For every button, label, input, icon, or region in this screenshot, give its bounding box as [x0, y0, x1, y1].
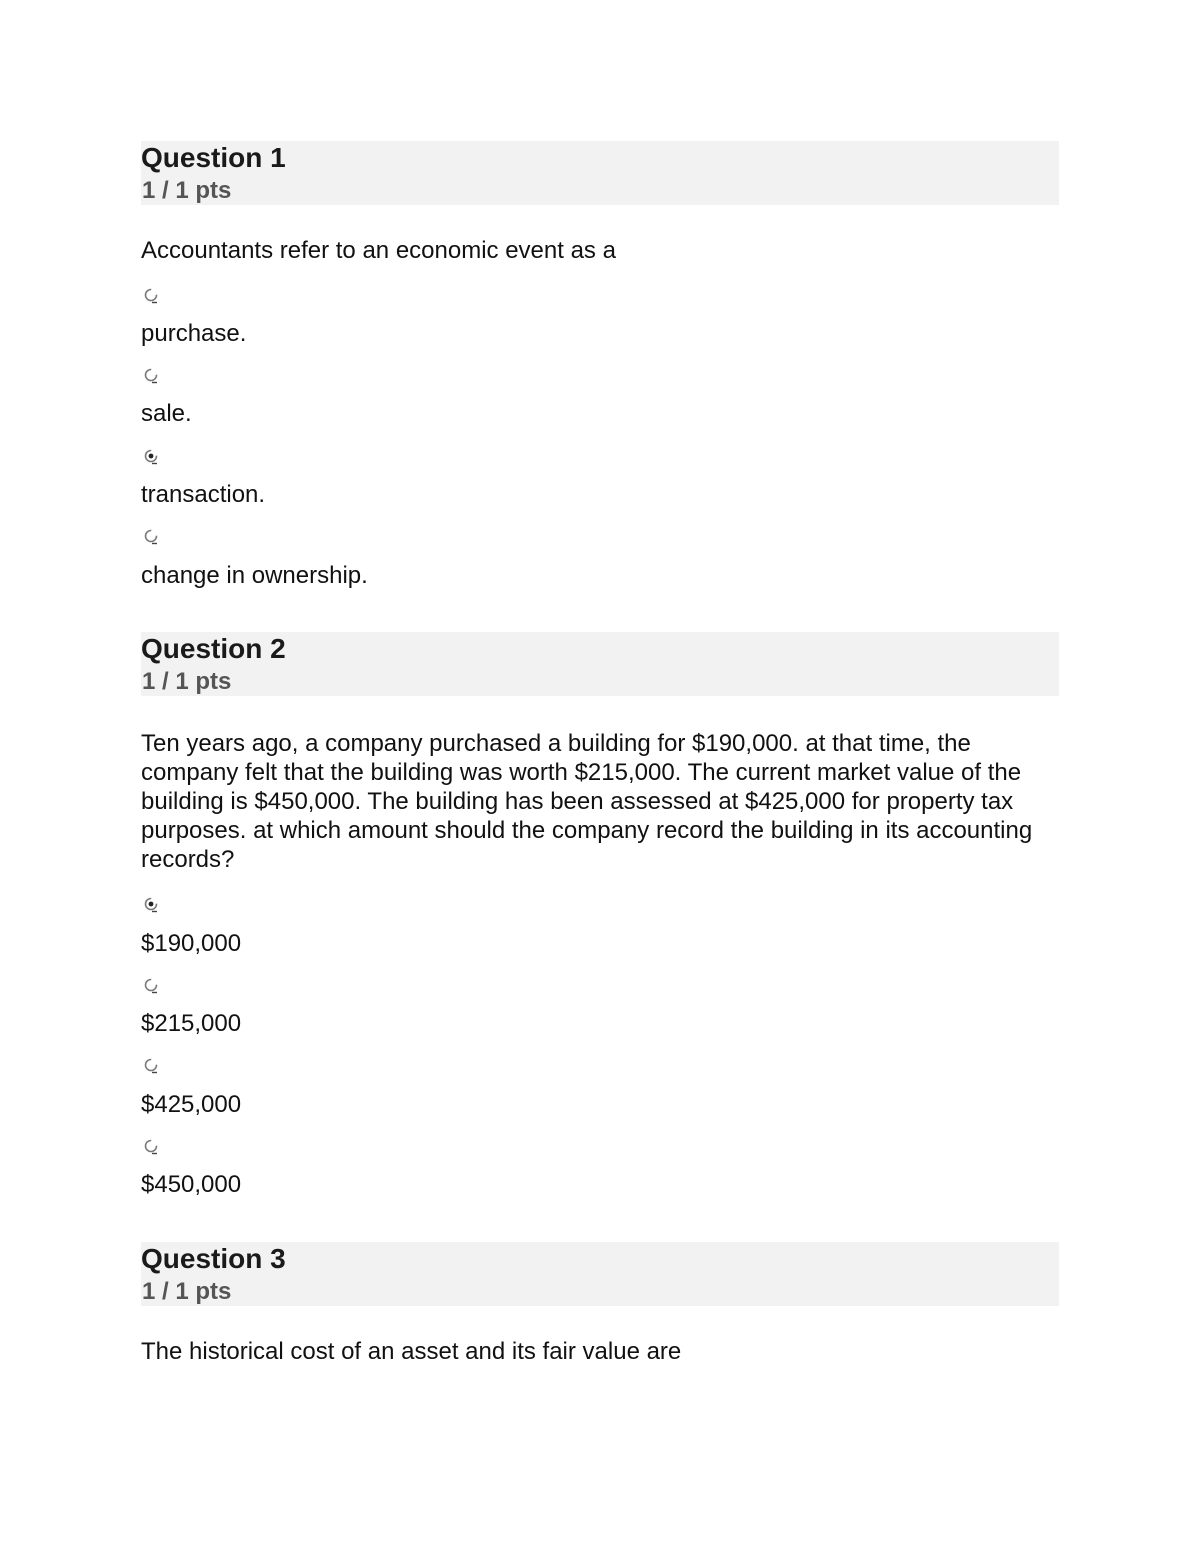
question-1-option-1-label: purchase. [141, 320, 247, 347]
question-2-option-3-label: $425,000 [141, 1091, 242, 1118]
radio-ring [146, 370, 157, 381]
question-2-option-3-radio[interactable] [144, 1058, 160, 1074]
question-1-option-3-label: transaction. [141, 481, 266, 508]
radio-ring [146, 531, 157, 542]
radio-selected-dot [149, 902, 154, 907]
question-2-title: Question 2 [141, 633, 286, 664]
radio-ring [146, 290, 157, 301]
question-2-option-4-label: $450,000 [141, 1171, 242, 1198]
question-1-header [141, 141, 1059, 205]
question-1-points: 1 / 1 pts [142, 177, 232, 204]
radio-ring [146, 1141, 157, 1152]
question-2-option-2-radio[interactable] [144, 978, 160, 994]
question-2-option-4-radio[interactable] [144, 1139, 160, 1155]
radio-ring [146, 1060, 157, 1071]
question-2-points: 1 / 1 pts [142, 668, 232, 695]
question-2-text: Ten years ago, a company purchased a building for $190,000. at that time, the company felt that the building was worth $215,000. The current market value of the building is $450,000. The building has been assessed at $425,000 for property tax purposes. at which amount should the company record the building in its accounting records? [141, 730, 1033, 873]
question-1-option-2-label: sale. [141, 400, 192, 427]
question-3-points: 1 / 1 pts [142, 1278, 232, 1305]
question-1-option-4-radio[interactable] [144, 529, 160, 545]
question-1-option-1-radio[interactable] [144, 288, 160, 304]
question-1-text: Accountants refer to an economic event as a [141, 237, 616, 264]
question-2-option-2-label: $215,000 [141, 1010, 242, 1037]
question-2-option-1-radio[interactable] [144, 897, 160, 913]
question-3-text: The historical cost of an asset and its fair value are [141, 1338, 682, 1365]
question-1-title: Question 1 [141, 142, 286, 173]
question-2-header [141, 632, 1059, 696]
question-1-option-4-label: change in ownership. [141, 562, 368, 589]
question-3-title: Question 3 [141, 1243, 286, 1274]
question-1-option-3-radio[interactable] [144, 449, 160, 465]
radio-selected-dot [149, 454, 154, 459]
radio-ring [146, 980, 157, 991]
question-2-option-1-label: $190,000 [141, 930, 242, 957]
question-1-option-2-radio[interactable] [144, 368, 160, 384]
question-3-header [141, 1242, 1059, 1306]
